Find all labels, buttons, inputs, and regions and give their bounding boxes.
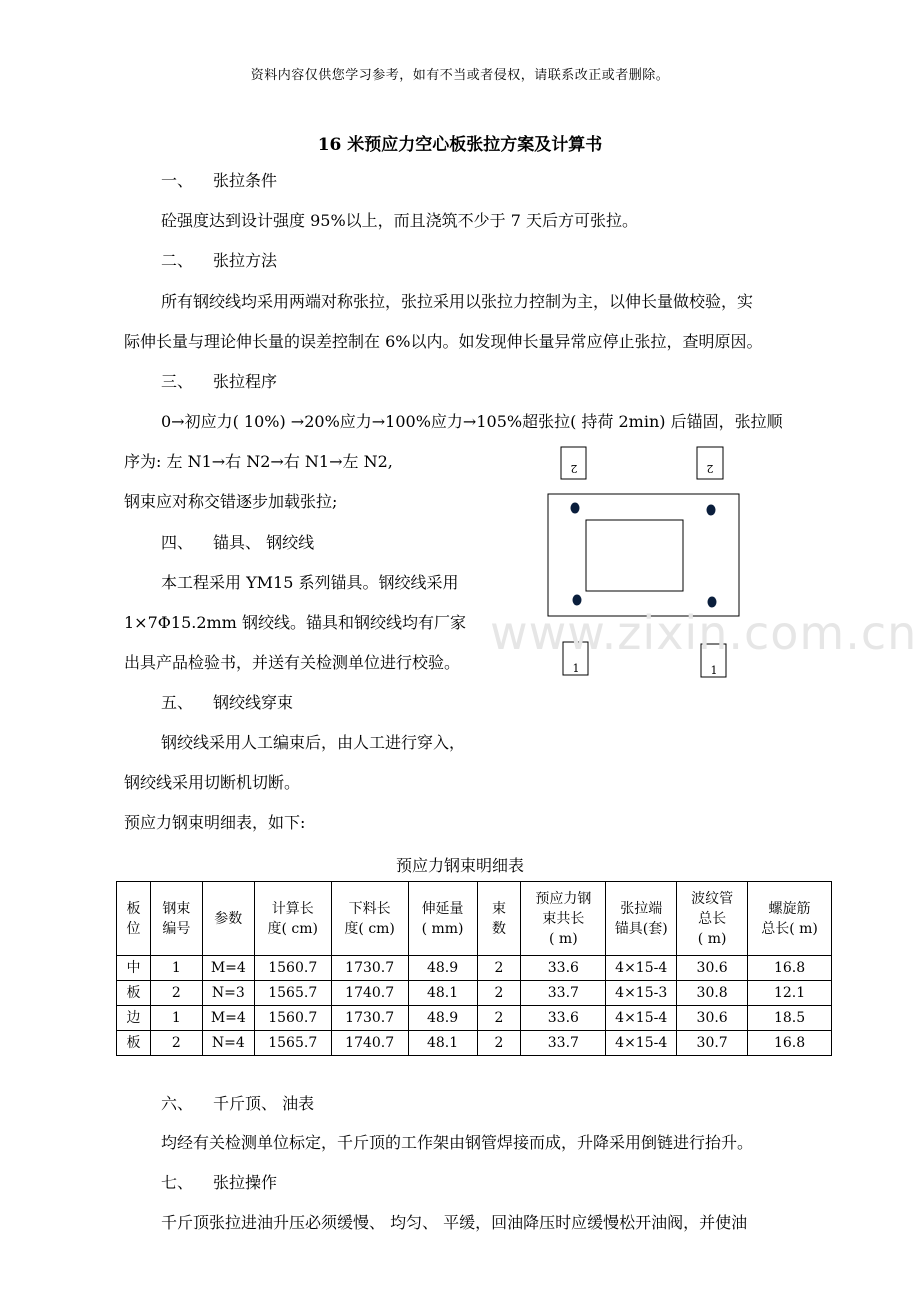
table-cell: 2 xyxy=(150,981,202,1006)
slab-hollow-core xyxy=(586,520,683,591)
table-cell: 16.8 xyxy=(748,1031,832,1056)
table-cell: 1740.7 xyxy=(331,1031,408,1056)
table-cell: 4×15-4 xyxy=(606,1031,677,1056)
document-title: 16 米预应力空心板张拉方案及计算书 xyxy=(317,135,603,155)
table-cell: 1 xyxy=(150,956,202,981)
table-cell: 30.6 xyxy=(677,956,748,981)
section-4-text-line-3: 出具产品检验书，并送有关检测单位进行校验。 xyxy=(124,653,461,672)
section-6-text: 均经有关检测单位标定，千斤顶的工作架由钢管焊接而成，升降采用倒链进行抬升。 xyxy=(161,1133,754,1152)
section-5-heading xyxy=(161,695,293,711)
table-cell: 2 xyxy=(477,956,521,981)
section-3-text-line-3: 钢束应对称交错逐步加载张拉; xyxy=(124,492,338,511)
section-4-text-line-1: 本工程采用 YM15 系列锚具。钢绞线采用 xyxy=(161,573,459,592)
tendon-top-left xyxy=(571,503,580,514)
tendon-bottom-left xyxy=(573,595,582,606)
prestress-tendon-table xyxy=(116,881,832,1056)
table-cell: 30.6 xyxy=(677,1006,748,1031)
table-cell: 48.9 xyxy=(408,956,477,981)
section-4-title: 锚具、 钢绞线 xyxy=(213,533,315,552)
section-4-text-line-2: 1×7Φ15.2mm 钢绞线。锚具和钢绞线均有厂家 xyxy=(124,613,466,632)
header-duct-total-length: 波纹管 总长 ( m) xyxy=(677,882,748,956)
table-cell: 4×15-4 xyxy=(606,1006,677,1031)
table-cell: 1730.7 xyxy=(331,956,408,981)
section-6-title: 千斤顶、 油表 xyxy=(213,1094,315,1113)
table-cell: 1730.7 xyxy=(331,1006,408,1031)
table-cell: 1560.7 xyxy=(254,1006,331,1031)
group-name-bottom: 板 xyxy=(117,1031,151,1056)
table-cell: 33.6 xyxy=(521,956,606,981)
section-7-title: 张拉操作 xyxy=(213,1173,278,1192)
section-1-number: 一、 xyxy=(161,171,194,190)
section-7-number: 七、 xyxy=(161,1173,194,1192)
table-cell: M=4 xyxy=(202,1006,254,1031)
section-5-text-line-2: 钢绞线采用切断机切断。 xyxy=(124,773,301,792)
section-2-title: 张拉方法 xyxy=(213,251,278,270)
header-slab-position: 板 位 xyxy=(117,882,151,956)
header-bundle-count: 束 数 xyxy=(477,882,521,956)
table-title: 预应力钢束明细表 xyxy=(395,856,524,875)
group-name-bottom: 板 xyxy=(117,981,151,1006)
section-5-text-line-3: 预应力钢束明细表，如下: xyxy=(124,813,306,832)
disclaimer-note: 资料内容仅供您学习参考，如有不当或者侵权，请联系改正或者删除。 xyxy=(250,68,670,83)
table-cell: 4×15-3 xyxy=(606,981,677,1006)
section-2-heading xyxy=(161,253,277,269)
header-elongation: 伸延量 ( mm) xyxy=(408,882,477,956)
table-cell: 33.7 xyxy=(521,981,606,1006)
table-cell: 18.5 xyxy=(748,1006,832,1031)
anchor-label-bottom-left: 1 xyxy=(572,662,580,675)
anchor-label-bottom-right: 1 xyxy=(710,664,718,677)
section-3-title: 张拉程序 xyxy=(213,372,278,391)
table-cell: 1560.7 xyxy=(254,956,331,981)
table-row xyxy=(117,956,832,981)
table-row xyxy=(117,1006,832,1031)
section-6-heading xyxy=(161,1096,314,1112)
table-cell: 30.8 xyxy=(677,981,748,1006)
section-4-heading xyxy=(161,535,314,551)
table-cell: 48.1 xyxy=(408,1031,477,1056)
anchor-label-top-left: 2 xyxy=(570,462,578,475)
table-row xyxy=(117,981,832,1006)
section-1-text: 砼强度达到设计强度 95%以上，而且浇筑不少于 7 天后方可张拉。 xyxy=(161,211,639,230)
group-name-top: 边 xyxy=(117,1006,151,1031)
header-spiral-total-length: 螺旋筋 总长( m) xyxy=(748,882,832,956)
section-3-text-line-1: 0→初应力( 10%) →20%应力→100%应力→105%超张拉( 持荷 2min) 后锚固，张拉顺 xyxy=(161,412,783,431)
table-cell: 2 xyxy=(477,981,521,1006)
section-3-heading xyxy=(161,374,277,390)
table-cell: 12.1 xyxy=(748,981,832,1006)
section-2-text-line-2: 际伸长量与理论伸长量的误差控制在 6%以内。如发现伸长量异常应停止张拉，查明原因。 xyxy=(124,332,763,351)
section-7-text: 千斤顶张拉进油升压必须缓慢、 均匀、 平缓，回油降压时应缓慢松开油阀，并使油 xyxy=(161,1213,748,1232)
table-cell: 1 xyxy=(150,1006,202,1031)
section-3-number: 三、 xyxy=(161,372,194,391)
table-cell: 33.6 xyxy=(521,1006,606,1031)
header-tendon-number: 钢束 编号 xyxy=(150,882,202,956)
watermark-text: www.zixin.com.cn xyxy=(490,606,918,660)
table-cell: 2 xyxy=(150,1031,202,1056)
section-6-number: 六、 xyxy=(161,1094,194,1113)
table-cell: 1740.7 xyxy=(331,981,408,1006)
table-cell: N=4 xyxy=(202,1031,254,1056)
table-cell: 2 xyxy=(477,1006,521,1031)
table-cell: 4×15-4 xyxy=(606,956,677,981)
table-cell: 48.1 xyxy=(408,981,477,1006)
section-5-title: 钢绞线穿束 xyxy=(213,693,294,712)
header-calculated-length: 计算长 度( cm) xyxy=(254,882,331,956)
anchor-label-top-right: 2 xyxy=(706,462,714,475)
table-cell: 1565.7 xyxy=(254,1031,331,1056)
table-row xyxy=(117,1031,832,1056)
header-parameter: 参数 xyxy=(202,882,254,956)
section-3-text-line-2: 序为: 左 N1→右 N2→右 N1→左 N2, xyxy=(124,452,393,471)
header-cutting-length: 下料长 度( cm) xyxy=(331,882,408,956)
section-2-text-line-1: 所有钢绞线均采用两端对称张拉，张拉采用以张拉力控制为主，以伸长量做校验，实 xyxy=(161,292,754,311)
table-cell: 33.7 xyxy=(521,1031,606,1056)
group-name-top: 中 xyxy=(117,956,151,981)
table-cell: M=4 xyxy=(202,956,254,981)
header-tension-anchors: 张拉端 锚具(套) xyxy=(606,882,677,956)
section-1-heading xyxy=(161,173,277,189)
table-cell: 1565.7 xyxy=(254,981,331,1006)
section-1-title: 张拉条件 xyxy=(213,171,278,190)
table-cell: 16.8 xyxy=(748,956,832,981)
section-7-heading xyxy=(161,1175,277,1191)
header-total-tendon-length: 预应力钢 束共长 ( m) xyxy=(521,882,606,956)
table-cell: N=3 xyxy=(202,981,254,1006)
tendon-top-right xyxy=(707,505,716,516)
table-cell: 30.7 xyxy=(677,1031,748,1056)
section-4-number: 四、 xyxy=(161,533,194,552)
section-5-text-line-1: 钢绞线采用人工编束后，由人工进行穿入， xyxy=(161,733,466,752)
table-cell: 48.9 xyxy=(408,1006,477,1031)
section-2-number: 二、 xyxy=(161,251,194,270)
table-cell: 2 xyxy=(477,1031,521,1056)
section-5-number: 五、 xyxy=(161,693,194,712)
table-header-row xyxy=(117,882,832,956)
